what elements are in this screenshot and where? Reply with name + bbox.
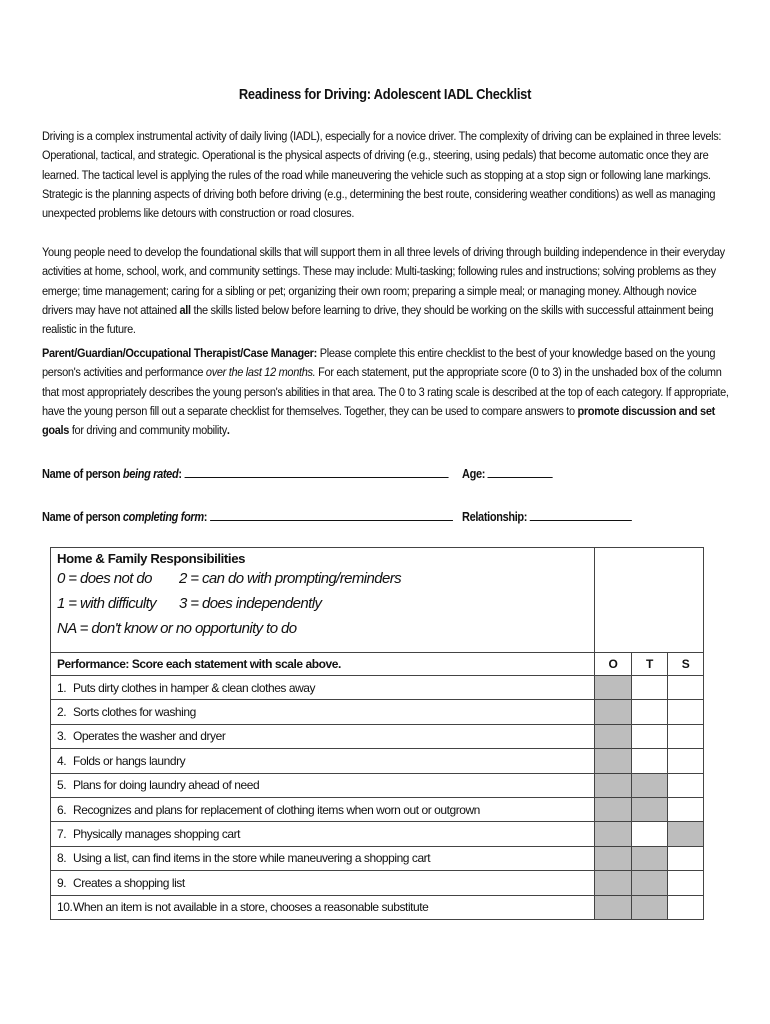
score-s-input[interactable]	[668, 700, 704, 724]
item-text: 6. Recognizes and plans for replacement of clothing items when worn out or outgrown	[51, 797, 595, 821]
relationship-label: Relationship:	[462, 510, 530, 524]
completing-label: Name of person completing form:	[42, 510, 210, 524]
instructions-text-a: Please complete this entire checklist to the best of your knowledge based on the young person's activities and performance	[42, 346, 716, 380]
score-o-shaded	[595, 700, 632, 724]
checklist-item	[51, 871, 704, 895]
checklist-item	[51, 846, 704, 870]
checklist-item	[51, 676, 704, 700]
scale-1: 1 = with difficulty	[57, 595, 157, 612]
item-text: 7. Physically manages shopping cart	[51, 822, 595, 846]
score-s-input[interactable]	[668, 846, 704, 870]
paragraph2-text-a: Young people need to develop the foundational skills that will support them in all three levels of driving through building independence in their everyday activities at home, school, work, and community settings. These may include: Multi-tasking; following rules and instructions; solving problems as they emerge; time management; caring for a sibling or pet; organizing their own room; preparing a simple meal; or managing money. Although novice drivers may have not attained	[42, 245, 725, 317]
header-blank-cell	[595, 548, 704, 653]
completing-person-field	[42, 508, 453, 524]
score-o-shaded	[595, 822, 632, 846]
foundational-skills-paragraph	[42, 243, 730, 339]
age-label: Age:	[462, 467, 488, 481]
score-s-input[interactable]	[668, 895, 704, 919]
instructions-end: .	[226, 423, 230, 438]
item-text: 10.When an item is not available in a store, chooses a reasonable substitute	[51, 895, 595, 919]
relationship-blank[interactable]	[530, 508, 632, 521]
checklist-item	[51, 797, 704, 821]
section-title: Home & Family Responsibilities	[57, 551, 246, 566]
score-t-shaded	[632, 871, 668, 895]
rated-person-field	[42, 465, 448, 481]
relationship-field	[462, 508, 632, 524]
column-header-o: O	[595, 653, 632, 676]
score-t-input[interactable]	[632, 724, 668, 748]
paragraph2-emphasis: all	[179, 302, 191, 317]
page-title: Readiness for Driving: Adolescent IADL Checklist	[238, 86, 532, 103]
score-o-shaded	[595, 895, 632, 919]
score-s-input[interactable]	[668, 871, 704, 895]
score-s-input[interactable]	[668, 797, 704, 821]
category-header-cell	[51, 548, 595, 653]
age-field	[462, 465, 553, 481]
instructions-text-c: for driving and community mobility	[69, 423, 227, 438]
score-s-input[interactable]	[668, 749, 704, 773]
instructions-text-b: For each statement, put the appropriate score (0 to 3) in the unshaded box of the column that most appropriately describes the young person's abilities in that area. The 0 to 3 rating scale is described at the top of each category. If appropriate, have the young person fill out a separate checklist for themselves. Together, they can be used to compare answers to	[42, 365, 729, 418]
item-text: 1. Puts dirty clothes in hamper & clean clothes away	[51, 676, 595, 700]
score-o-shaded	[595, 871, 632, 895]
item-text: 4. Folds or hangs laundry	[51, 749, 595, 773]
age-blank[interactable]	[488, 465, 553, 478]
scale-0: 0 = does not do	[57, 570, 152, 587]
score-o-shaded	[595, 846, 632, 870]
instructions-lead: Parent/Guardian/Occupational Therapist/Case Manager:	[42, 346, 317, 360]
score-s-input[interactable]	[668, 773, 704, 797]
checklist-header	[51, 548, 704, 653]
score-o-shaded	[595, 676, 632, 700]
scale-row-1	[57, 566, 594, 591]
score-t-input[interactable]	[632, 822, 668, 846]
scale-row-2	[57, 591, 594, 616]
performance-row	[51, 653, 704, 676]
column-header-s: S	[668, 653, 704, 676]
score-o-shaded	[595, 773, 632, 797]
checklist-item	[51, 724, 704, 748]
completing-name-blank[interactable]	[210, 508, 453, 521]
score-s-shaded	[668, 822, 704, 846]
score-t-input[interactable]	[632, 676, 668, 700]
instructions-emphasis: promote discussion and set goals	[42, 403, 715, 438]
item-text: 3. Operates the washer and dryer	[51, 724, 595, 748]
checklist-item	[51, 749, 704, 773]
checklist-table	[50, 547, 704, 920]
instructions-timeframe: over the last 12 months.	[205, 365, 316, 380]
scale-3: 3 = does independently	[179, 595, 322, 612]
scale-2: 2 = can do with prompting/reminders	[179, 570, 402, 587]
score-o-shaded	[595, 749, 632, 773]
column-header-t: T	[632, 653, 668, 676]
item-text: 9. Creates a shopping list	[51, 871, 595, 895]
score-t-shaded	[632, 895, 668, 919]
score-o-shaded	[595, 724, 632, 748]
rated-label: Name of person being rated:	[42, 467, 185, 481]
item-text: 5. Plans for doing laundry ahead of need	[51, 773, 595, 797]
score-s-input[interactable]	[668, 676, 704, 700]
score-t-shaded	[632, 797, 668, 821]
performance-label: Performance: Score each statement with scale above.	[51, 653, 595, 676]
score-t-shaded	[632, 773, 668, 797]
rated-name-blank[interactable]	[184, 465, 448, 478]
item-text: 8. Using a list, can find items in the store while maneuvering a shopping cart	[51, 846, 595, 870]
score-t-input[interactable]	[632, 700, 668, 724]
score-t-input[interactable]	[632, 749, 668, 773]
checklist-item	[51, 895, 704, 919]
intro-paragraph: Driving is a complex instrumental activity of daily living (IADL), especially for a novice driver. The complexity of driving can be explained in three levels: Operational, tactical, and strategic. Operational is the physical aspects of driving (e.g., steering, using pedals) that become automatic once they are learned. The tactical level is applying the rules of the road while maneuvering the vehicle such as stopping at a stop sign or following lane markings. Strategic is the planning aspects of driving both before driving (e.g., determining the best route, considering weather conditions) as well as managing unexpected problems like detours with construction or road closures.	[42, 129, 722, 221]
paragraph2-text-b: the skills listed below before learning to drive, they should be working on the skills with successful attainment being realistic in the future.	[42, 302, 714, 337]
scale-na: NA = don't know or no opportunity to do	[57, 620, 297, 637]
checklist-item	[51, 773, 704, 797]
checklist-item	[51, 700, 704, 724]
score-o-shaded	[595, 797, 632, 821]
checklist-item	[51, 822, 704, 846]
score-s-input[interactable]	[668, 724, 704, 748]
score-t-shaded	[632, 846, 668, 870]
instructions-paragraph	[42, 344, 730, 440]
item-text: 2. Sorts clothes for washing	[51, 700, 595, 724]
